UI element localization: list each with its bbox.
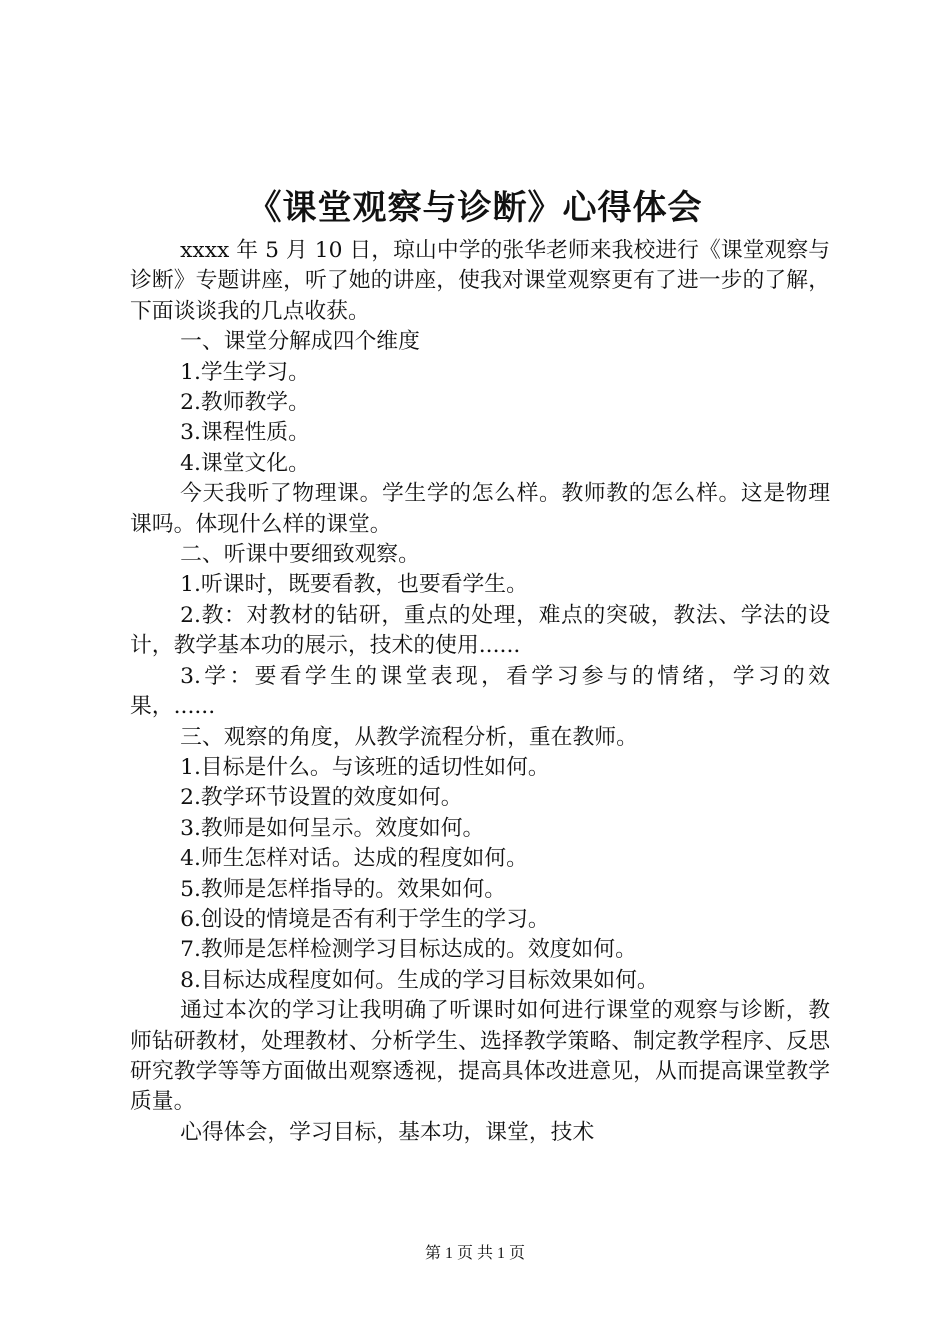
list-item: 6.创设的情境是否有利于学生的学习。 (180, 906, 550, 932)
intro-paragraph: xxxx 年 5 月 10 日，琼山中学的张华老师来我校进行《课堂观察与诊断》专题讲座，听了她的讲座，使我对课堂观察更有了进一步的了解，下面谈谈我的几点收获。 (130, 238, 830, 324)
keywords-line: 心得体会，学习目标，基本功，课堂，技术 (180, 1119, 595, 1145)
list-item: 2.教学环节设置的效度如何。 (180, 785, 463, 811)
list-item: 4.师生怎样对话。达成的程度如何。 (180, 846, 528, 872)
list-item: 5.教师是怎样指导的。效果如何。 (180, 876, 507, 902)
list-item: 3.学：要看学生的课堂表现，看学习参与的情绪，学习的效果，...... (130, 663, 830, 720)
list-item: 8.目标达成程度如何。生成的学习目标效果如何。 (180, 967, 659, 993)
document-body (130, 236, 830, 1148)
list-item: 3.教师是如何呈示。效度如何。 (180, 815, 485, 841)
document-title: 《课堂观察与诊断》心得体会 (247, 188, 703, 228)
page-footer: 第 1 页 共 1 页 (424, 1245, 525, 1262)
list-item: 3.课程性质。 (180, 420, 310, 446)
list-item: 4.课堂文化。 (180, 450, 310, 476)
list-item: 1.学生学习。 (180, 359, 310, 385)
section-heading-3: 三、观察的角度，从教学流程分析，重在教师。 (180, 724, 638, 750)
section-heading-2: 二、听课中要细致观察。 (180, 542, 420, 568)
list-item: 2.教：对教材的钻研，重点的处理，难点的突破，教法、学法的设计，教学基本功的展示，技术的使用...... (130, 602, 830, 659)
section-heading-1: 一、课堂分解成四个维度 (180, 329, 420, 355)
list-item: 1.目标是什么。与该班的适切性如何。 (180, 754, 550, 780)
body-paragraph: 今天我听了物理课。学生学的怎么样。教师教的怎么样。这是物理课吗。体现什么样的课堂。 (130, 481, 830, 537)
conclusion-paragraph: 通过本次的学习让我明确了听课时如何进行课堂的观察与诊断，教师钻研教材，处理教材、分析学生、选择教学策略、制定教学程序、反思研究教学等等方面做出观察透视，提高具体改进意见，从而提高课堂教学质量。 (130, 998, 830, 1115)
list-item: 7.教师是怎样检测学习目标达成的。效度如何。 (180, 937, 637, 963)
list-item: 2.教师教学。 (180, 390, 310, 416)
list-item: 1.听课时，既要看教，也要看学生。 (180, 572, 528, 598)
